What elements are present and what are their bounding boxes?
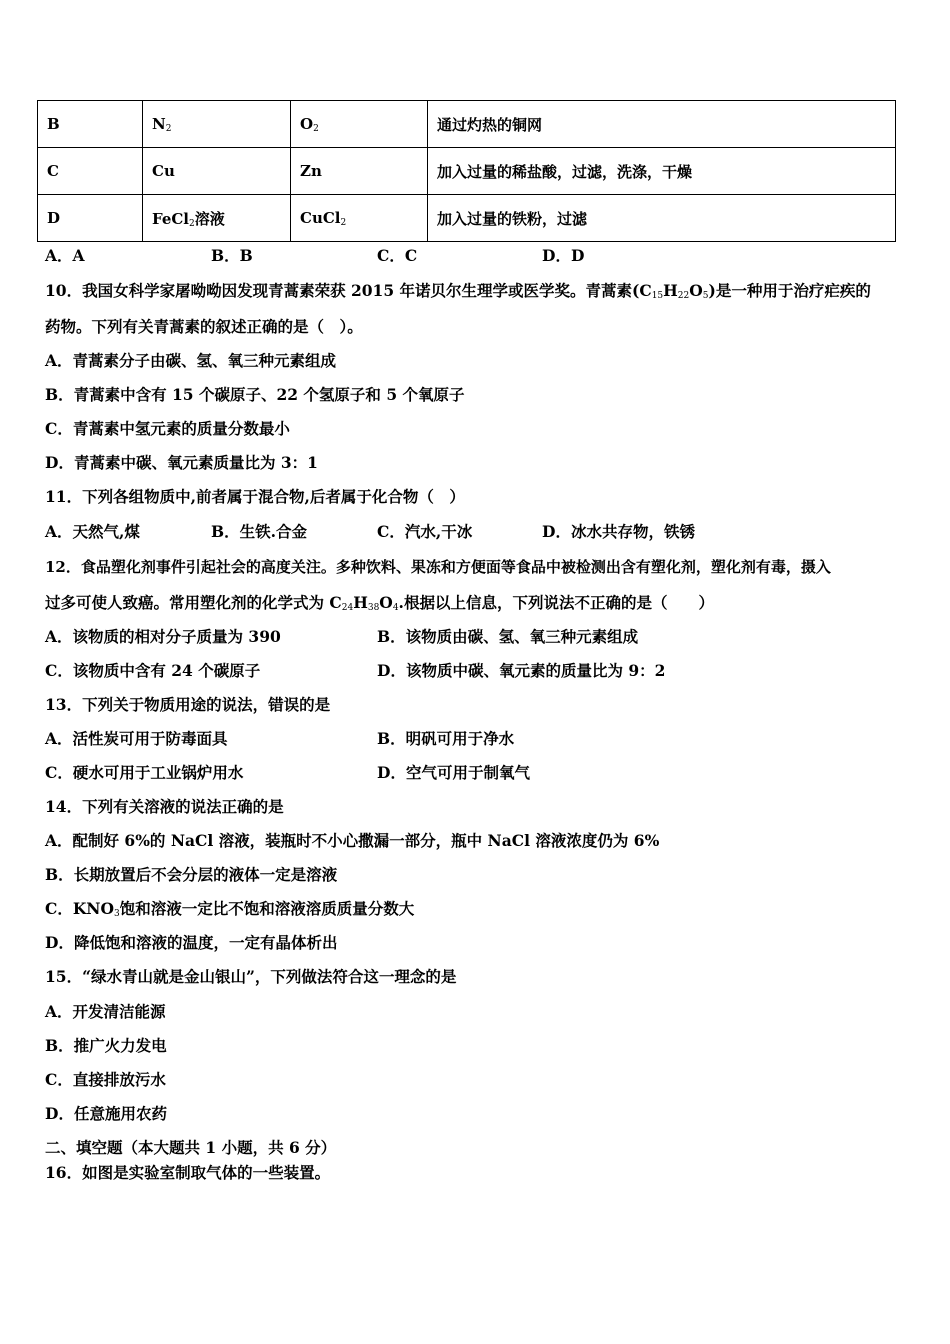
q12-stem-line2: 过多可使人致癌。常用塑化剂的化学式为 $C_{24}H_{38}O_4$.根据以上信息，下列说法不正确的是（ ） xyxy=(45,593,714,613)
table-row xyxy=(38,195,896,242)
section-heading: 二、填空题（本大题共 1 小题，共 6 分） xyxy=(45,1138,337,1157)
q10-option-d: D．青蒿素中碳、氧元素质量比为 3：1 xyxy=(45,453,318,472)
option-b: B．B xyxy=(211,246,253,265)
q14-option-a: A．配制好 6%的 NaCl 溶液，装瓶时不小心撒漏一部分，瓶中 NaCl 溶液浓度仍为 6% xyxy=(45,831,660,850)
impurity-cell: Zn xyxy=(291,148,428,195)
impurity-cell: CuCl$_2$ xyxy=(291,195,428,242)
q14-option-b: B．长期放置后不会分层的液体一定是溶液 xyxy=(45,865,338,884)
table-row xyxy=(38,148,896,195)
q15-option-b: B．推广火力发电 xyxy=(45,1036,167,1055)
method-cell: 加入过量的铁粉，过滤 xyxy=(428,195,896,242)
option-d: D．该物质中碳、氧元素的质量比为 9：2 xyxy=(377,661,666,680)
option-c: C．硬水可用于工业锅炉用水 xyxy=(45,763,244,782)
row-label: C xyxy=(38,148,143,195)
option-a: A．A xyxy=(45,246,85,265)
option-a: A．该物质的相对分子质量为 390 xyxy=(45,627,281,646)
option-b: B．生铁.合金 xyxy=(211,522,307,541)
q14-option-c: C．$KNO_3$饱和溶液一定比不饱和溶液溶质质量分数大 xyxy=(45,899,415,919)
option-d: D．冰水共存物，铁锈 xyxy=(542,522,695,541)
q10-stem-line2: 药物。下列有关青蒿素的叙述正确的是（ ）。 xyxy=(45,317,363,336)
option-a: A．天然气,煤 xyxy=(45,522,140,541)
substance-cell: Cu xyxy=(143,148,291,195)
option-d: D．空气可用于制氧气 xyxy=(377,763,530,782)
option-c: C．汽水,干冰 xyxy=(377,522,473,541)
option-b: B．明矾可用于净水 xyxy=(377,729,515,748)
row-label: D xyxy=(38,195,143,242)
q15-option-c: C．直接排放污水 xyxy=(45,1070,166,1089)
option-a: A．活性炭可用于防毒面具 xyxy=(45,729,228,748)
q10-option-c: C．青蒿素中氢元素的质量分数最小 xyxy=(45,419,290,438)
q14-stem: 14．下列有关溶液的说法正确的是 xyxy=(45,797,284,816)
method-cell: 通过灼热的铜网 xyxy=(428,101,896,148)
substance-cell: FeCl$_2$溶液 xyxy=(143,195,291,242)
option-c: C．该物质中含有 24 个碳原子 xyxy=(45,661,261,680)
q11-stem: 11．下列各组物质中,前者属于混合物,后者属于化合物（ ） xyxy=(45,487,465,506)
q15-option-a: A．开发清洁能源 xyxy=(45,1002,166,1021)
option-b: B．该物质由碳、氢、氧三种元素组成 xyxy=(377,627,639,646)
q12-stem-line1: 12．食品塑化剂事件引起社会的高度关注。多种饮料、果冻和方便面等食品中被检测出含有塑化剂，塑化剂有毒，摄入 xyxy=(45,558,831,576)
q10-stem-line1: 10．我国女科学家屠呦呦因发现青蒿素荣获 2015 年诺贝尔生理学或医学奖。青蒿素$(C_{15}H_{22}O_5)$是一种用于治疗疟疾的 xyxy=(45,281,871,301)
q14-option-d: D．降低饱和溶液的温度，一定有晶体析出 xyxy=(45,933,338,952)
q15-stem: 15．“绿水青山就是金山银山”，下列做法符合这一理念的是 xyxy=(45,967,457,986)
option-d: D．D xyxy=(542,246,585,265)
substance-cell: $N_2$ xyxy=(143,101,291,148)
q13-stem: 13．下列关于物质用途的说法，错误的是 xyxy=(45,695,331,714)
q16-stem: 16．如图是实验室制取气体的一些装置。 xyxy=(45,1163,331,1182)
options-table xyxy=(37,100,896,242)
q10-option-b: B．青蒿素中含有 15 个碳原子、22 个氢原子和 5 个氧原子 xyxy=(45,385,465,404)
impurity-cell: $O_2$ xyxy=(291,101,428,148)
method-cell: 加入过量的稀盐酸，过滤，洗涤，干燥 xyxy=(428,148,896,195)
table-row xyxy=(38,101,896,148)
option-c: C．C xyxy=(377,246,418,265)
q10-option-a: A．青蒿素分子由碳、氢、氧三种元素组成 xyxy=(45,351,337,370)
row-label: B xyxy=(38,101,143,148)
q15-option-d: D．任意施用农药 xyxy=(45,1104,167,1123)
